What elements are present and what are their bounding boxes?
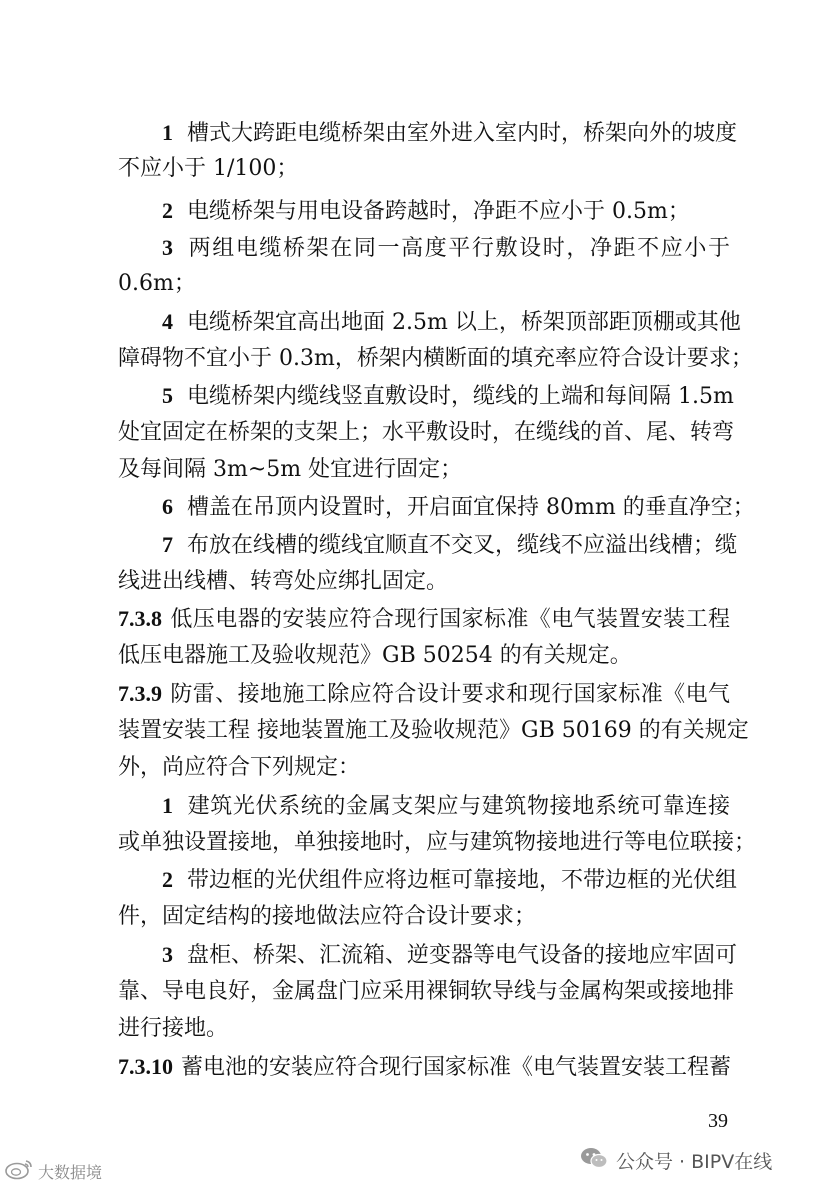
list-item-line: 4 电缆桥架宜高出地面 2.5m 以上，桥架顶部距顶棚或其他 <box>162 309 741 335</box>
list-item-line: 靠、导电良好，金属盘门应采用裸铜软导线与金属构架或接地排 <box>118 979 735 1004</box>
weibo-watermark-text: 大数据境 <box>38 1162 103 1182</box>
list-item-line: 线进出线槽、转弯处应绑扎固定。 <box>118 569 449 594</box>
wechat-watermark <box>580 1145 772 1175</box>
list-item-line: 1 槽式大跨距电缆桥架由室外进入室内时，桥架向外的坡度 <box>162 120 738 146</box>
list-item-line: 0.6m； <box>118 271 196 296</box>
list-item-line: 3 两组电缆桥架在同一高度平行敷设时，净距不应小于 <box>162 235 730 261</box>
list-item-line: 或单独设置接地，单独接地时，应与建筑物接地进行等电位联接； <box>118 830 757 855</box>
weibo-watermark <box>4 1158 102 1184</box>
wechat-watermark-text: 公众号 · BIPV在线 <box>616 1150 773 1173</box>
clause-line: 7.3.10 蓄电池的安装应符合现行国家标准《电气装置安装工程蓄 <box>118 1054 732 1080</box>
list-item-line: 3 盘柜、桥架、汇流箱、逆变器等电气设备的接地应牢固可 <box>162 942 738 968</box>
list-item-line: 不应小于 1/100； <box>118 156 299 181</box>
list-item-line: 5 电缆桥架内缆线竖直敷设时，缆线的上端和每间隔 1.5m <box>162 383 734 409</box>
weibo-icon <box>4 1158 34 1184</box>
clause-line: 7.3.9 防雷、接地施工除应符合设计要求和现行国家标准《电气 <box>118 681 730 707</box>
list-item-line: 进行接地。 <box>118 1016 229 1041</box>
list-item-line: 处宜固定在桥架的支架上；水平敷设时，在缆线的首、尾、转弯 <box>118 420 735 445</box>
list-item-line: 7 布放在线槽的缆线宜顺直不交叉，缆线不应溢出线槽；缆 <box>162 532 738 558</box>
list-item-line: 2 电缆桥架与用电设备跨越时，净距不应小于 0.5m； <box>162 198 690 224</box>
list-item-line: 2 带边框的光伏组件应将边框可靠接地，不带边框的光伏组 <box>162 867 738 893</box>
list-item-line: 及每间隔 3m~5m 处宜进行固定； <box>118 457 463 482</box>
clause-line: 低压电器施工及验收规范》GB 50254 的有关规定。 <box>118 643 632 668</box>
clause-line: 装置安装工程 接地装置施工及验收规范》GB 50169 的有关规定 <box>118 718 749 743</box>
wechat-icon <box>580 1146 608 1175</box>
list-item-line: 1 建筑光伏系统的金属支架应与建筑物接地系统可靠连接 <box>162 793 730 819</box>
page-number: 39 <box>708 1110 728 1132</box>
clause-line: 外，尚应符合下列规定： <box>118 755 361 780</box>
list-item-line: 障碍物不宜小于 0.3m，桥架内横断面的填充率应符合设计要求； <box>118 346 753 371</box>
list-item-line: 件，固定结构的接地做法应符合设计要求； <box>118 904 537 929</box>
list-item-line: 6 槽盖在吊顶内设置时，开启面宜保持 80mm 的垂直净空； <box>162 494 755 520</box>
clause-line: 7.3.8 低压电器的安装应符合现行国家标准《电气装置安装工程 <box>118 606 730 632</box>
